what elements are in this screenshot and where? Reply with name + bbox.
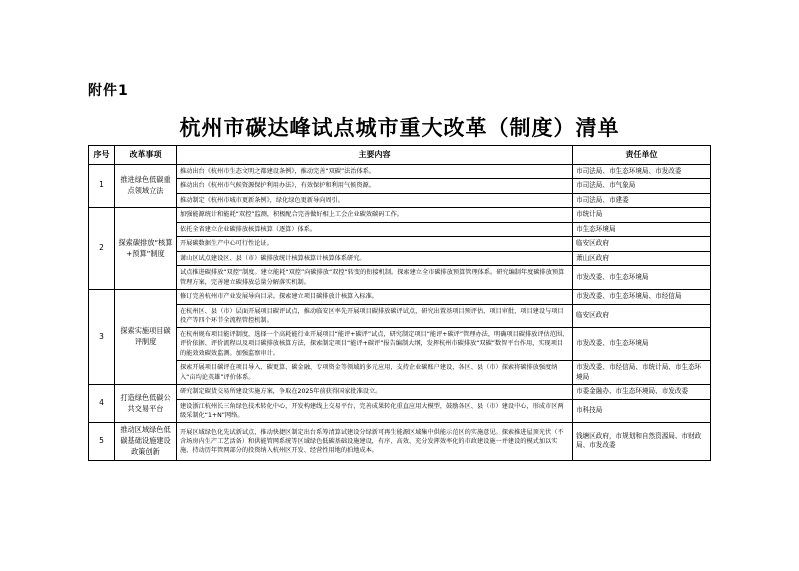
row-responsible: 市司法局、市生态环境局、市发改委 bbox=[573, 164, 711, 179]
row-content: 推动制定《杭州市城市更新条例》，绿化绿色更新导向周引。 bbox=[177, 193, 573, 208]
row-responsible: 钱塘区政府，市规划和自然资源局、市财政局、市发改委 bbox=[573, 423, 711, 460]
table-row bbox=[89, 385, 711, 400]
row-content: 推动出台《杭州市生态文明之都建设条例》，推动完善“双碳”法治体系。 bbox=[177, 164, 573, 179]
table-row bbox=[89, 304, 711, 328]
row-item: 打造绿色低碳公共交易平台 bbox=[115, 385, 177, 423]
table-row bbox=[89, 179, 711, 194]
table-row bbox=[89, 164, 711, 179]
table-row bbox=[89, 237, 711, 252]
row-item: 探索实施项目碳评制度 bbox=[115, 290, 177, 385]
row-content: 在杭州区、县（市）层面开展项目碳评试点，推动临安区率先开展项目碳排放碳评试点，研究出置基项目预评估、项目审批、项目建设与项目投产等四个环节全流程管控机制。 bbox=[177, 304, 573, 328]
row-item: 推进绿色低碳重点领域立法 bbox=[115, 164, 177, 208]
table-row bbox=[89, 193, 711, 208]
row-number: 4 bbox=[89, 385, 115, 423]
column-header-item: 改革事项 bbox=[115, 146, 177, 165]
row-responsible: 市委金融办、市生态环境局、市发改委 bbox=[573, 385, 711, 400]
row-content: 研究制定碳货交易所建设实施方案，争取在2025年前获得国家批准设立。 bbox=[177, 385, 573, 400]
page-title: 杭州市碳达峰试点城市重大改革（制度）清单 bbox=[179, 115, 620, 140]
row-content: 依托全省建立企业碳排放核算核算（逐算）体系。 bbox=[177, 222, 573, 237]
attachment-label: 附件1 bbox=[88, 83, 129, 99]
row-responsible: 市科技局 bbox=[573, 399, 711, 423]
row-content: 开展碳数据生产中心可行性论证。 bbox=[177, 237, 573, 252]
row-content: 在杭州规布项目能评制度，选择一个高耗能行业开展项目“能评+碳评”试点，研究制定项目“能评+碳评”管理办法，明确项目碳排放评估范围、评价依据、评价流程以及项目碳排放核算方法，探索制定项目“能评+碳评”报告编制大纲，发挥杭州市碳排放“双碳”数智平台作用，实现项目的能效效碳效监测。加强监察审计。 bbox=[177, 328, 573, 361]
row-responsible: 市发改委、市经信局、市统计局、市生态环境局 bbox=[573, 361, 711, 385]
row-responsible: 市发改委、市生态环境局 bbox=[573, 266, 711, 290]
table-row bbox=[89, 423, 711, 460]
table-row bbox=[89, 290, 711, 305]
row-responsible: 市统计局 bbox=[573, 208, 711, 223]
row-number: 1 bbox=[89, 164, 115, 208]
reform-list-table bbox=[88, 145, 711, 461]
row-content: 探索开展项目碳评在项目导入、碳更算、碳金融、专项资金等领域的多元应用，支持企业碳账户建设，各区、县（市）探索将碳排放强度纳入“亩均论英雄”评价体系。 bbox=[177, 361, 573, 385]
row-responsible: 临安区政府 bbox=[573, 237, 711, 252]
table-row bbox=[89, 222, 711, 237]
table-header-row bbox=[89, 146, 711, 165]
table-row bbox=[89, 399, 711, 423]
column-header-content: 主要内容 bbox=[177, 146, 573, 165]
table-row bbox=[89, 328, 711, 361]
row-number: 3 bbox=[89, 290, 115, 385]
row-number: 5 bbox=[89, 423, 115, 460]
row-responsible: 市司法局、市气象局 bbox=[573, 179, 711, 194]
row-content: 修订完善杭州市产业发展导向目录。探索建立项目碳排放计核算入标准。 bbox=[177, 290, 573, 305]
table-row bbox=[89, 208, 711, 223]
column-header-no: 序号 bbox=[89, 146, 115, 165]
row-content: 推动出台《杭州市气候资源保护利用办法》，有效保护和利用气候资源。 bbox=[177, 179, 573, 194]
row-responsible: 萧山区政府 bbox=[573, 251, 711, 266]
row-responsible: 市发改委、市生态环境局、市经信局 bbox=[573, 290, 711, 305]
table-row bbox=[89, 361, 711, 385]
row-content: 试点推进碳排放“双控”制度。建立能耗“双控”向碳排放“双控”转变的衔接机制。探索建立全市碳排放预算管理体系。研究编制年度碳排放预算管理方案，完善建立碳排放总量分解落实机制。 bbox=[177, 266, 573, 290]
table-row bbox=[89, 251, 711, 266]
row-content: 建设浙江杭州长三角绿色技术转化中心，开发构建线上交易平台，完善成果转化重直应用大模型，鼓励各区、县（市）建设中心，形成市区两级采制化“1+N”网络。 bbox=[177, 399, 573, 423]
row-item: 探索碳排放“核算+预算”制度 bbox=[115, 208, 177, 290]
row-content: 萧山区试点建设区、县（市）碳排放统计核算核算计核算体系研究。 bbox=[177, 251, 573, 266]
table-row bbox=[89, 266, 711, 290]
row-content: 开展区域绿色化先试新试点，推动快捷区制定出台系筹清算试建设分绿新可再生能源区域集中供能示范区的实施意见。探索推进屋顶光伏（不含场房内生产工艺活备）和供能管网系统等区域绿色低碳基础设施建设，有序、高效、充分发挥效率化的市政建设施一并建设的模式加以实施，持动历年管网部分的投资纳入杭州区开发、经营性用地的拍地成本。 bbox=[177, 423, 573, 460]
column-header-responsible: 责任单位 bbox=[573, 146, 711, 165]
row-responsible: 市司法局、市建委 bbox=[573, 193, 711, 208]
row-number: 2 bbox=[89, 208, 115, 290]
row-responsible: 临安区政府 bbox=[573, 304, 711, 328]
row-content: 加强能源统计和能耗“双控”监测，积极配合完善做好相上工会企业碳效碳码工作。 bbox=[177, 208, 573, 223]
row-item: 推动区域绿色低碳基础设施建设政策创新 bbox=[115, 423, 177, 460]
row-responsible: 市生态环境局 bbox=[573, 222, 711, 237]
row-responsible: 市发改委、市生态环境局 bbox=[573, 328, 711, 361]
